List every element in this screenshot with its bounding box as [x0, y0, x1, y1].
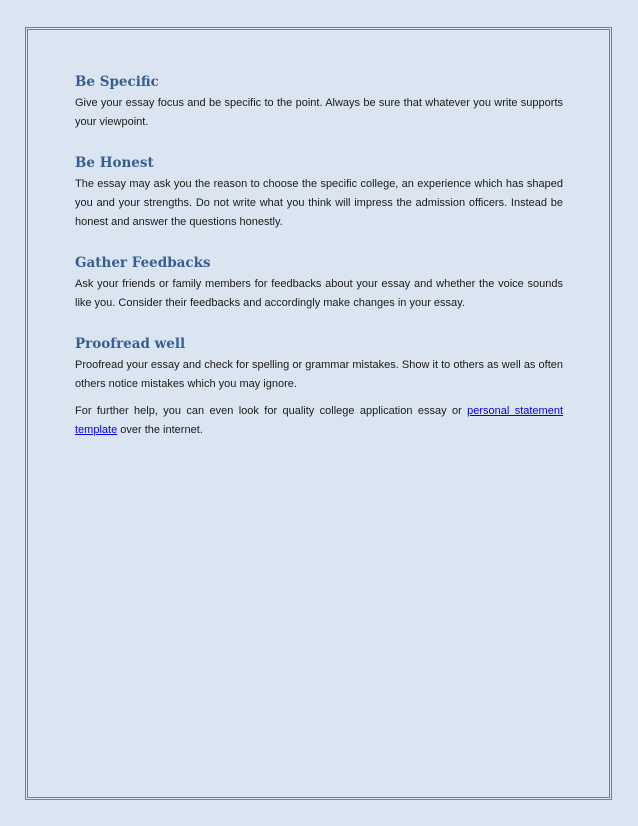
closing-paragraph — [75, 402, 563, 440]
closing-text-after: over the internet. — [117, 424, 203, 436]
document-body — [75, 70, 563, 440]
section-paragraph: Proofread your essay and check for spelling or grammar mistakes. Show it to others as well as often others notice mistakes which you may ignore. — [75, 359, 563, 390]
personal-statement-template-link[interactable]: personal statement template — [75, 405, 563, 436]
section-gather-feedbacks — [75, 254, 563, 313]
section-heading: Be Specific — [75, 74, 159, 90]
section-paragraph: The essay may ask you the reason to choose the specific college, an experience which has shaped you and your strengths. Do not write what you think will impress the admission officers. Instead be honest and answer the questions honestly. — [75, 178, 563, 228]
section-heading: Be Honest — [75, 155, 154, 171]
section-paragraph: Give your essay focus and be specific to the point. Always be sure that whatever you write supports your viewpoint. — [75, 97, 563, 128]
section-heading: Proofread well — [75, 336, 186, 352]
section-proofread-well — [75, 335, 563, 394]
section-paragraph: Ask your friends or family members for feedbacks about your essay and whether the voice sounds like you. Consider their feedbacks and accordingly make changes in your essay. — [75, 278, 563, 309]
section-be-honest — [75, 154, 563, 232]
section-be-specific — [75, 73, 563, 132]
closing-text-before: For further help, you can even look for quality college application essay or — [75, 405, 468, 417]
section-heading: Gather Feedbacks — [75, 255, 211, 271]
